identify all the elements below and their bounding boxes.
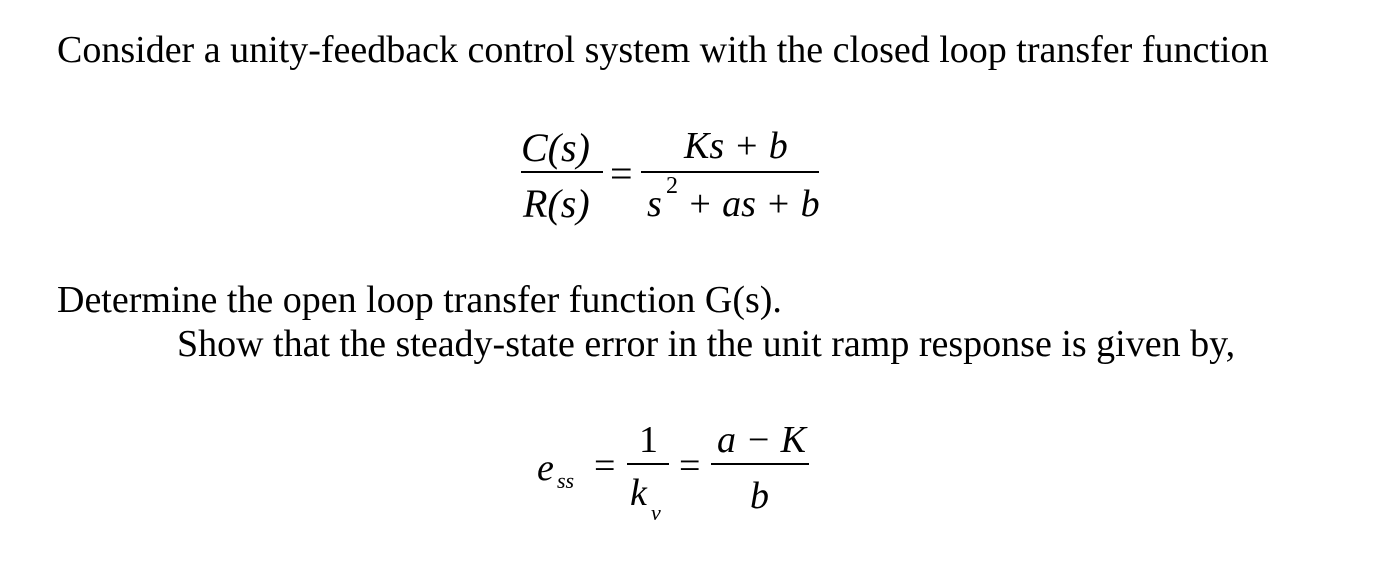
tf-rhs-den-exponent: 2 bbox=[666, 173, 678, 199]
tf-rhs-den-rest: + as + b bbox=[687, 183, 820, 225]
ess-lhs: e bbox=[537, 447, 554, 489]
ess-equals-2: = bbox=[679, 445, 701, 487]
ess-frac1-denominator: k bbox=[630, 472, 647, 514]
ess-frac1-bar bbox=[627, 463, 669, 465]
ess-frac2-bar bbox=[711, 463, 809, 465]
tf-lhs-denominator: R(s) bbox=[523, 181, 590, 226]
tf-equals-sign: = bbox=[610, 151, 633, 196]
ess-frac1-numerator: 1 bbox=[639, 419, 658, 461]
ess-frac2-numerator: a − K bbox=[717, 419, 806, 461]
ess-equals-1: = bbox=[594, 445, 616, 487]
ess-lhs-subscript: ss bbox=[557, 468, 575, 493]
tf-lhs-fraction-bar bbox=[521, 171, 603, 173]
ess-frac1-den-subscript: v bbox=[651, 500, 661, 525]
tf-rhs-numerator: Ks + b bbox=[684, 125, 788, 167]
tf-lhs-numerator: C(s) bbox=[521, 125, 590, 170]
tf-rhs-den-base: s bbox=[647, 183, 662, 225]
intro-text: Consider a unity-feedback control system with the closed loop transfer function bbox=[57, 29, 1269, 71]
task-show-text: Show that the steady-state error in the unit ramp response is given by, bbox=[177, 323, 1236, 365]
task-determine-text: Determine the open loop transfer function G(s). bbox=[57, 279, 782, 321]
ess-frac2-denominator: b bbox=[750, 475, 769, 517]
